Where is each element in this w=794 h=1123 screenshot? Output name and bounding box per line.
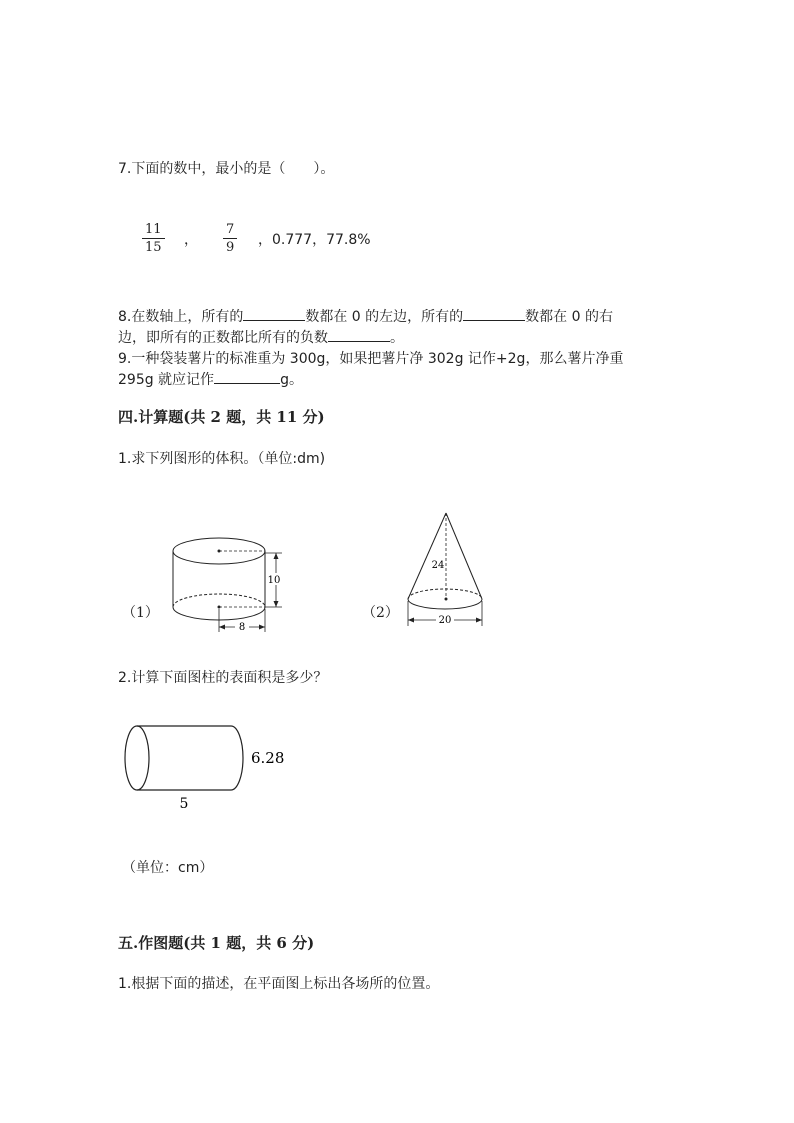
q8-text-e: 。 — [390, 330, 404, 346]
q8-blank-3[interactable] — [328, 329, 390, 342]
q9-text-a: 295g 就应记作 — [118, 372, 215, 388]
q7-fraction-2-denominator: 9 — [226, 240, 235, 255]
unit-note: （单位：cm） — [122, 860, 214, 876]
q8-text-a: 8.在数轴上，所有的 — [118, 309, 244, 325]
cone-diameter-label: 20 — [438, 615, 452, 626]
q7-fraction-2 — [223, 221, 237, 256]
q8-blank-2[interactable] — [463, 308, 525, 321]
q7-fraction-1-denominator: 15 — [145, 240, 162, 255]
section-5-title: 五.作图题(共 1 题，共 6 分) — [118, 934, 315, 952]
length-label: 5 — [179, 796, 189, 812]
figure-2-label: （2） — [362, 605, 399, 621]
section-4-q1-stem: 1.求下列图形的体积。（单位:dm) — [118, 451, 326, 467]
cylinder-radius-label: 8 — [238, 622, 246, 633]
cylinder-figure — [160, 525, 290, 637]
q7-stem: 7.下面的数中，最小的是（ ）。 — [118, 161, 335, 177]
section-5-q1-stem: 1.根据下面的描述，在平面图上标出各场所的位置。 — [118, 976, 440, 992]
q7-fraction-1 — [142, 221, 165, 256]
q8-text-b: 数都在 0 的左边，所有的 — [305, 309, 464, 325]
q8-line-1 — [118, 306, 613, 326]
section-4-q2-stem: 2.计算下面图柱的表面积是多少？ — [118, 670, 328, 686]
cone-figure — [398, 508, 493, 630]
cylinder-height-label: 10 — [267, 575, 281, 586]
section-4-title: 四.计算题(共 2 题，共 11 分) — [118, 408, 325, 426]
q9-line-2 — [118, 369, 303, 389]
cone-height-label: 24 — [431, 560, 445, 571]
q7-fraction-1-numerator: 11 — [142, 221, 165, 239]
q7-comma: ， — [184, 232, 198, 248]
q8-text-c: 数都在 0 的右 — [525, 309, 613, 325]
q7-fraction-2-numerator: 7 — [223, 221, 237, 239]
q9-text-b: g。 — [280, 372, 303, 388]
circumference-label: 6.28 — [251, 749, 285, 767]
q9-blank[interactable] — [214, 371, 280, 384]
q8-text-d: 边，即所有的正数都比所有的负数 — [118, 330, 328, 346]
q8-line-2 — [118, 327, 404, 347]
figure-1-label: （1） — [122, 605, 159, 621]
q7-other-options: ，0.777，77.8% — [258, 232, 371, 248]
q8-blank-1[interactable] — [243, 308, 305, 321]
q9-line-1: 9.一种袋装薯片的标准重为 300g，如果把薯片净 302g 记作+2g，那么薯片净重 — [118, 351, 624, 367]
horizontal-cylinder-figure — [118, 718, 298, 818]
